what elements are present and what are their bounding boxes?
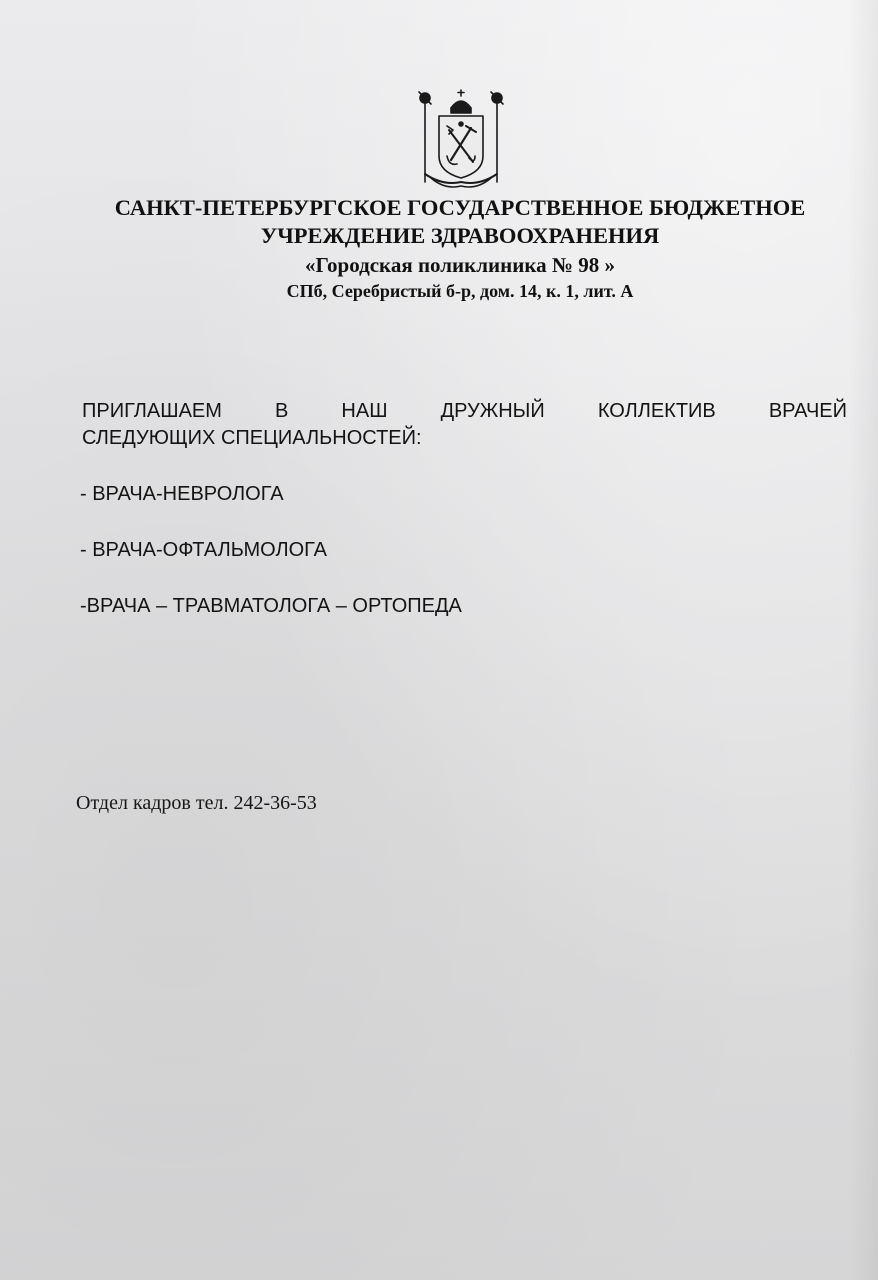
specialty-item: - ВРАЧА-НЕВРОЛОГА bbox=[80, 483, 284, 505]
clinic-name: «Городская поликлиника № 98 » bbox=[305, 253, 615, 277]
saint-petersburg-coat-of-arms-icon bbox=[413, 86, 509, 190]
institution-name-line-2: УЧРЕЖДЕНИЕ ЗДРАВООХРАНЕНИЯ bbox=[260, 223, 660, 248]
specialty-item: - ВРАЧА-ОФТАЛЬМОЛОГА bbox=[80, 539, 327, 561]
invitation-line-2: СЛЕДУЮЩИХ СПЕЦИАЛЬНОСТЕЙ: bbox=[82, 427, 422, 449]
hr-contact-phone: Отдел кадров тел. 242-36-53 bbox=[76, 792, 317, 814]
paper-edge-shadow bbox=[848, 0, 878, 1280]
clinic-address: СПб, Серебристый б-р, дом. 14, к. 1, лит. А bbox=[286, 281, 634, 301]
institution-name-line-1: САНКТ-ПЕТЕРБУРГСКОЕ ГОСУДАРСТВЕННОЕ БЮДЖЕТНОЕ bbox=[114, 195, 806, 220]
invitation-line-1: ПРИГЛАШАЕМ В НАШ ДРУЖНЫЙ КОЛЛЕКТИВ ВРАЧЕЙ bbox=[82, 400, 847, 422]
specialty-item: -ВРАЧА – ТРАВМАТОЛОГА – ОРТОПЕДА bbox=[80, 595, 462, 617]
